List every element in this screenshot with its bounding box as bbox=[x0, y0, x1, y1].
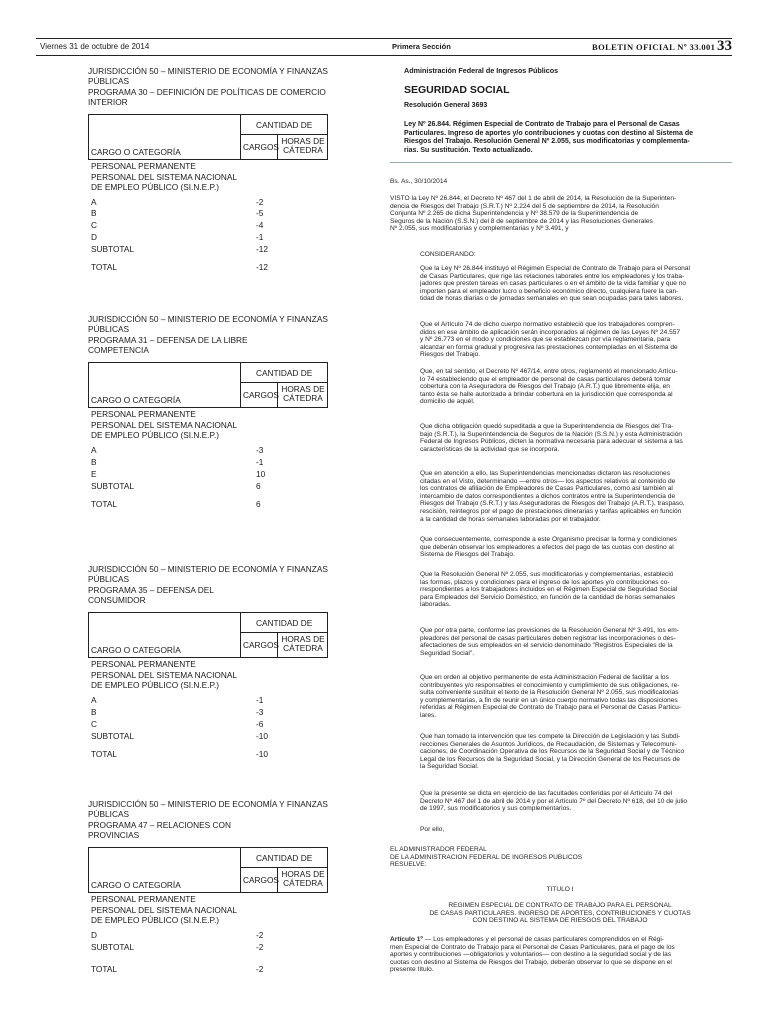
budget-block bbox=[88, 314, 328, 509]
section-label: PERSONAL PERMANENTE bbox=[91, 409, 196, 419]
cargo-header: CARGO O CATEGORÍA bbox=[91, 147, 181, 157]
section-label: PERSONAL DEL SISTEMA NACIONAL bbox=[91, 171, 238, 182]
cargo-header: CARGO O CATEGORÍA bbox=[91, 880, 181, 890]
row-value: -1 bbox=[256, 456, 264, 467]
row-value: -2 bbox=[256, 196, 264, 207]
row-value: -3 bbox=[256, 706, 264, 717]
agency-name: Administración Federal de Ingresos Públicos bbox=[404, 66, 559, 75]
row-label: A bbox=[91, 444, 97, 455]
table-header-bottom bbox=[88, 407, 327, 408]
header-date: Viernes 31 de octubre de 2014 bbox=[40, 42, 150, 51]
table-left-rule bbox=[88, 362, 89, 407]
considerando-paragraph bbox=[420, 674, 681, 720]
text-line: Nº 2.055, sus modificatorias y complementarias y Nº 3.491, y bbox=[390, 225, 569, 233]
table-header-bottom bbox=[88, 892, 327, 893]
row-label: SUBTOTAL bbox=[91, 730, 135, 741]
considerando-paragraph bbox=[420, 826, 444, 834]
horas-line: HORAS DE bbox=[281, 136, 325, 146]
jurisdiction-line: PÚBLICAS bbox=[88, 76, 130, 87]
section-label: PERSONAL PERMANENTE bbox=[91, 161, 196, 171]
row-label: A bbox=[91, 694, 97, 705]
cantidad-header: CANTIDAD DE bbox=[256, 618, 313, 628]
row-value: -1 bbox=[256, 231, 264, 242]
cantidad-header: CANTIDAD DE bbox=[256, 853, 313, 863]
considerando-paragraph bbox=[420, 470, 685, 523]
section-label: DE EMPLEO PÚBLICO (SI.N.E.P.) bbox=[91, 182, 220, 192]
row-value: -12 bbox=[256, 261, 268, 272]
table-header-divider bbox=[240, 382, 327, 383]
text-line: Por ello, bbox=[420, 826, 445, 833]
jurisdiction-line: PROGRAMA 30 – DEFINICIÓN DE POLÍTICAS DE COMERCIO bbox=[88, 86, 326, 97]
text-line: cuotas con destino al Sistema de Riesgos del Trabajo, deberán observar lo que se dispone en el bbox=[390, 958, 672, 966]
horas-line: HORAS DE bbox=[281, 869, 325, 879]
text-line: la Seguridad Social. bbox=[420, 763, 479, 771]
row-value: -6 bbox=[256, 718, 264, 729]
text-line: referidas al Régimen Especial de Contrato de Trabajo para el Personal de Casas Particu- bbox=[420, 704, 681, 712]
row-label: TOTAL bbox=[91, 498, 117, 509]
row-label: SUBTOTAL bbox=[91, 480, 135, 491]
jurisdiction-line: JURISDICCIÓN 50 – MINISTERIO DE ECONOMÍA Y FINANZAS bbox=[88, 66, 328, 76]
jurisdiction-line: JURISDICCIÓN 50 – MINISTERIO DE ECONOMÍA Y FINANZAS bbox=[88, 564, 328, 574]
text-line: CON DESTINO AL SISTEMA DE RIESGOS DEL TRABAJO bbox=[472, 917, 648, 925]
table-top-rule bbox=[88, 847, 240, 848]
jurisdiction-line: JURISDICCIÓN 50 – MINISTERIO DE ECONOMÍA Y FINANZAS bbox=[88, 799, 328, 809]
text-line: Riesgos del Trabajo (S.R.T.) y las Aseguradoras de Riesgos del Trabajo (A.R.T.), traspaso, bbox=[420, 500, 685, 508]
cargos-header: CARGOS bbox=[243, 142, 279, 152]
section-label: PERSONAL PERMANENTE bbox=[91, 659, 196, 669]
article-text: — Los empleadores y el personal de casas particulares comprendidos en el Régi- bbox=[422, 936, 664, 943]
text-line: Que por otra parte, conforme las previsiones de la Resolución General Nº 3.491, los em- bbox=[420, 627, 679, 634]
titulo-heading bbox=[390, 886, 730, 894]
text-line: Sistema de Riesgos del Trabajo. bbox=[420, 551, 515, 559]
jurisdiction-line: COMPETENCIA bbox=[88, 344, 149, 355]
cargos-header: CARGOS bbox=[243, 390, 279, 400]
horas-header bbox=[279, 137, 327, 155]
text-line: tanto ésta se halle autorizada a brindar cobertura en la jurisdicción que corresponda al bbox=[420, 390, 673, 398]
jurisdiction-line: PÚBLICAS bbox=[88, 809, 130, 820]
text-line: caciones, de Coordinación Operativa de los Recursos de la Seguridad Social y de Técnico bbox=[420, 748, 685, 756]
text-line: y Nº 26.773 en el modo y condiciones que se establezcan por vía reglamentaria, para bbox=[420, 336, 671, 344]
jurisdiction-title bbox=[88, 314, 328, 355]
considerando-paragraph bbox=[420, 790, 687, 813]
text-line: EL ADMINISTRADOR FEDERAL bbox=[390, 846, 487, 853]
table-top-rule bbox=[88, 362, 240, 363]
table-top-rule bbox=[88, 612, 240, 613]
table-header-bottom bbox=[88, 159, 327, 160]
table-header-divider bbox=[240, 134, 327, 135]
text-line: Que, en tal sentido, el Decreto Nº 467/14, entre otros, reglamentó el mencionado Artícu- bbox=[420, 368, 678, 375]
text-line: características de la actividad que se incorpora. bbox=[420, 445, 560, 453]
resolution-summary bbox=[404, 121, 728, 155]
row-value: -4 bbox=[256, 219, 264, 230]
jurisdiction-line: CONSUMIDOR bbox=[88, 594, 146, 605]
row-label: SUBTOTAL bbox=[91, 941, 135, 952]
horas-line: HORAS DE bbox=[281, 384, 325, 394]
divider bbox=[390, 162, 732, 163]
horas-line: HORAS DE bbox=[281, 634, 325, 644]
row-value: -10 bbox=[256, 730, 268, 741]
cantidad-header: CANTIDAD DE bbox=[256, 120, 313, 130]
text-line: didos en ese ámbito de aplicación serán incorporados al régimen de las Leyes Nº 24.557 bbox=[420, 328, 681, 336]
jurisdiction-line: PROGRAMA 35 – DEFENSA DEL bbox=[88, 584, 214, 595]
considerando-paragraph bbox=[420, 321, 680, 359]
resolution-number: Resolución General 3693 bbox=[404, 102, 488, 109]
summary-line: Particulares. Ingreso de aportes y/o contribuciones y cuotas con destino al Sistema de bbox=[404, 129, 694, 137]
section-label: PERSONAL DEL SISTEMA NACIONAL bbox=[91, 669, 238, 680]
text-line: domicilio de aquél. bbox=[420, 398, 475, 406]
text-line: cobertura con la Aseguradora de Riesgos del Trabajo (A.R.T.) que libremente elija, en bbox=[420, 383, 670, 391]
text-line: presente título. bbox=[390, 966, 434, 974]
row-label: B bbox=[91, 207, 97, 218]
section-label: DE EMPLEO PÚBLICO (SI.N.E.P.) bbox=[91, 915, 220, 925]
considerando-paragraph bbox=[420, 368, 678, 406]
text-line: DE LA ADMINISTRACION FEDERAL DE INGRESOS PUBLICOS bbox=[390, 853, 583, 861]
considerando-paragraph bbox=[420, 733, 684, 771]
row-label: C bbox=[91, 718, 97, 729]
text-line: Conjunta Nº 2.265 de dicha Superintendencia y Nº 38.579 de la Superintendencia de bbox=[390, 210, 639, 218]
section-label: PERSONAL DEL SISTEMA NACIONAL bbox=[91, 904, 238, 915]
horas-header bbox=[279, 870, 327, 888]
text-line: jadores que presten tareas en casas particulares o en el ámbito de la vida familiar y que no bbox=[420, 280, 687, 288]
text-line: Federal de Ingresos Públicos, dicten la normativa necesaria para adecuar el sistema a las bbox=[420, 438, 683, 446]
text-line: Decreto Nº 467 del 1 de abril de 2014 y por el Artículo 7º del Decreto Nº 618, del 10 de julio bbox=[420, 797, 688, 805]
table-header-divider bbox=[240, 867, 327, 868]
text-line: bajo (S.R.T.), la Superintendencia de Seguros de la Nación (S.S.N.) y esta Administración bbox=[420, 430, 683, 438]
text-line: alcanzar en forma gradual y progresiva las prestaciones contempladas en el Sistema de bbox=[420, 343, 678, 351]
row-label: C bbox=[91, 219, 97, 230]
cargos-header: CARGOS bbox=[243, 875, 279, 885]
cargo-header: CARGO O CATEGORÍA bbox=[91, 645, 181, 655]
considerando-paragraph bbox=[420, 536, 677, 559]
article-label: Artículo 1º bbox=[390, 936, 423, 943]
text-line: Que consecuentemente, corresponde a este Organismo precisar la forma y condiciones bbox=[420, 536, 677, 543]
article-1 bbox=[390, 936, 675, 974]
visto-paragraph bbox=[390, 195, 676, 233]
header-publication: BOLETIN OFICIAL Nº 33.001 bbox=[592, 42, 716, 52]
text-line: Que el Artículo 74 de dicho cuerpo normativo estableció que los trabajadores compren- bbox=[420, 321, 675, 328]
text-line: Que dicha obligación quedó supeditada a que la Superintendencia de Riesgos del Tra- bbox=[420, 423, 674, 430]
section-label: PERSONAL PERMANENTE bbox=[91, 894, 196, 904]
table-left-rule bbox=[88, 612, 89, 657]
row-label: TOTAL bbox=[91, 748, 117, 759]
text-line: Que en orden al objetivo permanente de esta Administración Federal de facilitar a los bbox=[420, 674, 669, 681]
text-line: y complementarias, a fin de reunir en un único cuerpo normativo todas las disposiciones bbox=[420, 696, 678, 704]
row-value: -2 bbox=[256, 963, 264, 974]
row-value: -12 bbox=[256, 243, 268, 254]
section-label: PERSONAL DEL SISTEMA NACIONAL bbox=[91, 419, 238, 430]
row-value: 6 bbox=[256, 480, 261, 491]
cargos-header: CARGOS bbox=[243, 640, 279, 650]
row-label: TOTAL bbox=[91, 963, 117, 974]
text-line: RESUELVE: bbox=[390, 861, 427, 869]
table-header-bottom bbox=[88, 657, 327, 658]
horas-line: CÁTEDRA bbox=[283, 878, 323, 888]
text-line: Riesgos del Trabajo. bbox=[420, 351, 481, 359]
jurisdiction-line: JURISDICCIÓN 50 – MINISTERIO DE ECONOMÍA Y FINANZAS bbox=[88, 314, 328, 324]
text-line: DE CASAS PARTICULARES. INGRESO DE APORTES, CONTRIBUCIONES Y CUOTAS bbox=[429, 909, 691, 917]
text-line: Legal de los Recursos de la Seguridad Social, y la Dirección General de los Recursos de bbox=[420, 755, 680, 763]
jurisdiction-title bbox=[88, 66, 328, 107]
text-line: rrespondientes a los trabajadores incluidos en el Régimen Especial de Seguridad Social bbox=[420, 586, 678, 594]
text-line: TITULO I bbox=[546, 886, 574, 893]
jurisdiction-line: INTERIOR bbox=[88, 96, 128, 107]
jurisdiction-line: PROVINCIAS bbox=[88, 829, 140, 840]
text-line: tidad de horas diarias o de jornadas semanales en que sean ocupadas para tales labores. bbox=[420, 295, 684, 303]
row-label: B bbox=[91, 706, 97, 717]
text-line: de Casas Particulares, que rige las relaciones laborales entre los empleadores y los traba- bbox=[420, 272, 685, 280]
text-line: a la cantidad de horas semanales laboradas por el trabajador. bbox=[420, 515, 601, 523]
section-title: SEGURIDAD SOCIAL bbox=[404, 84, 510, 96]
text-line: contribuyentes y/o responsables el conocimiento y cumplimiento de sus obligaciones, re- bbox=[420, 681, 680, 689]
summary-line: rias. Su sustitución. Texto actualizado. bbox=[404, 146, 533, 154]
text-line: men Especial de Contrato de Trabajo para el Personal de Casas Particulares, para el pago de los bbox=[390, 943, 675, 951]
text-line: Que han tomado la intervención que les compete la Dirección de Legislación y las Subdi- bbox=[420, 733, 681, 740]
table-top-rule bbox=[88, 114, 240, 115]
text-line: rescisión, reintegros por el pago de prestaciones dinerarias y tarifas aplicables en función bbox=[420, 507, 682, 515]
row-value: -1 bbox=[256, 694, 264, 705]
text-line: de 1997, sus modificatorios y sus complementarios. bbox=[420, 805, 572, 813]
cargo-header: CARGO O CATEGORÍA bbox=[91, 395, 181, 405]
row-label: D bbox=[91, 929, 97, 940]
row-value: -2 bbox=[256, 941, 264, 952]
text-line: Que en atención a ello, las Superintendencias mencionadas dictaron las resoluciones bbox=[420, 470, 670, 477]
considerando-paragraph bbox=[420, 423, 683, 453]
summary-line: Ley Nº 26.844. Régimen Especial de Contrato de Trabajo para el Personal de Casas bbox=[404, 121, 680, 128]
row-value: -3 bbox=[256, 444, 264, 455]
text-line: citadas en el Visto, determinando —entre otros— los aspectos relativos al contenido de bbox=[420, 477, 676, 485]
horas-line: CÁTEDRA bbox=[283, 145, 323, 155]
text-line bbox=[390, 936, 675, 944]
considerando-paragraph bbox=[420, 265, 690, 303]
jurisdiction-line: PÚBLICAS bbox=[88, 574, 130, 585]
row-label: A bbox=[91, 196, 97, 207]
text-line: lo 74 estableciendo que el empleador de personal de casas particulares deberá tomar bbox=[420, 375, 672, 383]
text-line: aportes y contribuciones —obligatorios y voluntarios— con destino a la seguridad social y de las bbox=[390, 951, 672, 959]
row-value: 10 bbox=[256, 468, 266, 479]
jurisdiction-line: PROGRAMA 31 – DEFENSA DE LA LIBRE bbox=[88, 334, 248, 345]
text-line: CONSIDERANDO: bbox=[420, 251, 476, 258]
header-section: Primera Sección bbox=[392, 42, 451, 51]
row-label: SUBTOTAL bbox=[91, 243, 135, 254]
horas-line: CÁTEDRA bbox=[283, 393, 323, 403]
budget-block bbox=[88, 564, 328, 759]
table-left-rule bbox=[88, 114, 89, 159]
text-line: REGIMEN ESPECIAL DE CONTRATO DE TRABAJO PARA EL PERSONAL bbox=[448, 902, 672, 909]
row-value: -5 bbox=[256, 207, 264, 218]
row-label: B bbox=[91, 456, 97, 467]
jurisdiction-title bbox=[88, 564, 328, 605]
row-label: E bbox=[91, 468, 97, 479]
text-line: para Empleados del Servicio Doméstico, en función de la cantidad de horas semanales bbox=[420, 593, 676, 601]
text-line: dencia de Riesgos del Trabajo (S.R.T.) Nº 2.224 del 5 de septiembre de 2014, la Resolución bbox=[390, 202, 659, 210]
signatory-block bbox=[390, 846, 582, 869]
table-left-rule bbox=[88, 847, 89, 892]
considerando-paragraph bbox=[420, 627, 679, 657]
text-line: Que la Resolución General Nº 2.055, sus modificatorias y complementarias, estableció bbox=[420, 571, 674, 578]
text-line: intercambio de datos correspondientes a dichos contratos entre la Superintendencia de bbox=[420, 492, 676, 500]
text-line: afectaciones de sus empleados en el servicio denominado "Registros Especiales de la bbox=[420, 642, 673, 650]
budget-block bbox=[88, 799, 328, 974]
row-label: TOTAL bbox=[91, 261, 117, 272]
text-line: que deberán observar los empleadores a efectos del pago de las cuotas con destino al bbox=[420, 543, 674, 551]
text-line: Seguros de la Nación (S.S.N.) del 8 de septiembre de 2014 y las Resoluciones Generales bbox=[390, 217, 653, 225]
text-line: recciones Generales de Asuntos Jurídicos, de Recaudación, de Sistemas y Telecomuni- bbox=[420, 740, 677, 748]
text-line: Seguridad Social". bbox=[420, 649, 475, 657]
text-line: laboradas. bbox=[420, 601, 451, 609]
section-label: DE EMPLEO PÚBLICO (SI.N.E.P.) bbox=[91, 680, 220, 690]
horas-line: CÁTEDRA bbox=[283, 643, 323, 653]
titulo-subject bbox=[390, 902, 730, 925]
budget-block bbox=[88, 66, 328, 272]
text-line: las formas, plazos y condiciones para el ingreso de los aportes y/o contribuciones co- bbox=[420, 578, 670, 586]
section-label: DE EMPLEO PÚBLICO (SI.N.E.P.) bbox=[91, 430, 220, 440]
text-line: importen para el empleador lucro o beneficio económico directo, cualquiera fuere la can- bbox=[420, 287, 679, 295]
place-date bbox=[390, 178, 447, 186]
table-header-divider bbox=[240, 632, 327, 633]
jurisdiction-line: PROGRAMA 47 – RELACIONES CON bbox=[88, 819, 231, 830]
jurisdiction-line: PÚBLICAS bbox=[88, 324, 130, 335]
text-line: VISTO la Ley Nº 26.844, el Decreto Nº 467 del 1 de abril de 2014, la Resolución de la Superinten- bbox=[390, 195, 677, 202]
text-line: los contratos de afiliación de Empleadores de Casas Particulares, como así también al bbox=[420, 485, 673, 493]
considerando-paragraph bbox=[420, 571, 677, 609]
text-line: lares. bbox=[420, 711, 437, 719]
page-number: 33 bbox=[717, 38, 732, 54]
text-line: sulta conveniente sustituir el texto de la Resolución General Nº 2.055, sus modificatorias bbox=[420, 689, 679, 697]
horas-header bbox=[279, 635, 327, 653]
jurisdiction-title bbox=[88, 799, 328, 840]
summary-line: Riesgos del Trabajo. Resolución General Nº 2.055, sus modificatorias y complementa- bbox=[404, 138, 690, 146]
horas-header bbox=[279, 385, 327, 403]
considerando-heading bbox=[420, 251, 476, 259]
row-value: -2 bbox=[256, 929, 264, 940]
text-line: Que la Ley Nº 26.844 instituyó el Régimen Especial de Contrato de Trabajo para el Personal bbox=[420, 265, 690, 272]
text-line: pleadores del personal de casas particulares deben registrar las incorporaciones o des- bbox=[420, 634, 676, 642]
row-value: -10 bbox=[256, 748, 268, 759]
cantidad-header: CANTIDAD DE bbox=[256, 368, 313, 378]
row-label: D bbox=[91, 231, 97, 242]
page-header bbox=[36, 38, 732, 56]
text-line: Que la presente se dicta en ejercicio de las facultades conferidas por el Artículo 74 del bbox=[420, 790, 673, 797]
row-value: 6 bbox=[256, 498, 261, 509]
text-line: Bs. As., 30/10/2014 bbox=[390, 178, 448, 185]
